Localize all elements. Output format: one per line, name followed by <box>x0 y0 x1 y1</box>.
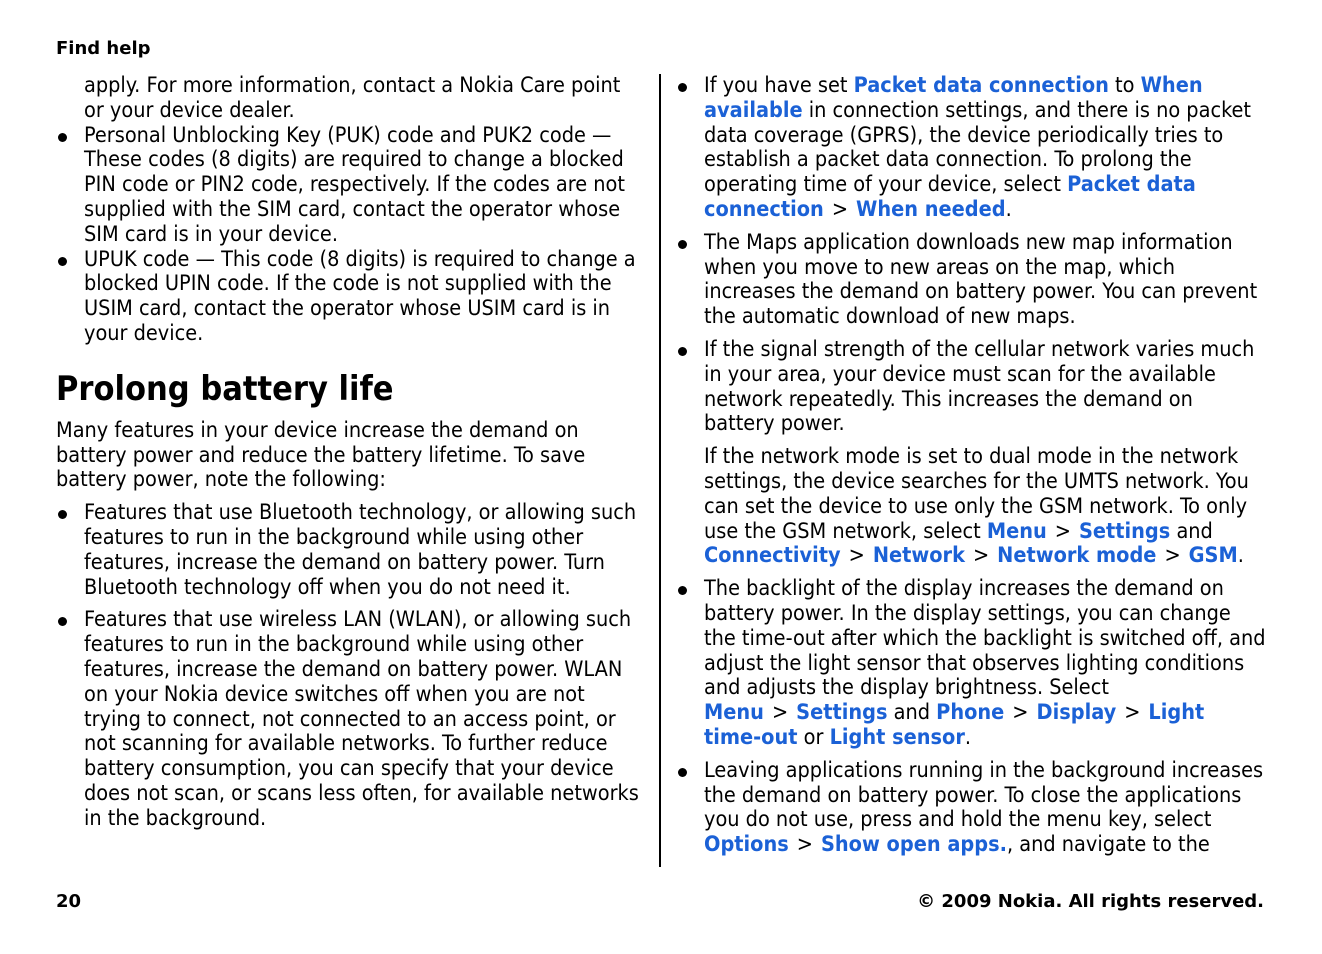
intro-paragraph: Many features in your device increase the demand on battery power and reduce the battery lifetime. To save battery power, note the following: <box>56 417 586 493</box>
link-options[interactable]: Options <box>704 832 789 858</box>
bullet-packet-data: If you have set Packet data connection to When available in connection settings, and there is no packet data coverage (GPRS), the device periodically tries to establish a packet data connection. To prolong the operating time of your device, select Packet data connection > When needed. <box>676 74 1268 223</box>
link-when-needed[interactable]: When needed <box>856 196 1006 222</box>
link-packet-data-connection[interactable]: Packet data connection <box>853 73 1109 98</box>
bullet-maps: The Maps application downloads new map information when you move to new areas on the map, which increases the demand on battery power. You can prevent the automatic download of new maps. <box>676 231 1268 330</box>
left-column <box>56 74 646 840</box>
copyright-notice: © 2009 Nokia. All rights reserved. <box>917 891 1264 912</box>
link-settings[interactable]: Settings <box>1078 518 1171 544</box>
bullet-background-apps: Leaving applications running in the background increases the demand on battery power. To close the applications you do not use, press and hold the menu key, select Options > Show open apps., and navigate to the <box>676 759 1268 858</box>
path-separator: > <box>972 543 990 569</box>
link-network[interactable]: Network <box>872 543 965 569</box>
path-separator: > <box>831 196 849 222</box>
link-display[interactable]: Display <box>1036 700 1117 726</box>
right-column <box>676 74 1268 866</box>
path-separator: > <box>848 543 865 569</box>
bullet-upuk-code: UPUK code — This code (8 digits) is required to change a blocked UPIN code. If the code is not supplied with the USIM card, contact the operator whose USIM card is in your device. <box>56 248 646 347</box>
link-gsm[interactable]: GSM <box>1188 543 1238 569</box>
running-header: Find help <box>56 38 151 59</box>
link-menu-2[interactable]: Menu <box>704 700 764 726</box>
link-menu[interactable]: Menu <box>986 518 1047 544</box>
column-divider <box>659 74 661 867</box>
path-separator: > <box>1054 518 1071 544</box>
battery-tips-list <box>56 501 646 831</box>
path-separator: > <box>1124 700 1141 726</box>
link-packet-data-connection-2[interactable]: Packet data connection <box>704 172 1196 222</box>
link-network-mode[interactable]: Network mode <box>997 543 1157 569</box>
section-title: Prolong battery life <box>56 368 394 409</box>
bullet-backlight: The backlight of the display increases the demand on battery power. In the display settings, you can change the time-out after which the backlight is switched off, and adjust the light sensor that observes lighting conditions and adjusts the display brightness. Select Menu > Settings and Phone > Display > Light time-out or Light sensor. <box>676 577 1268 751</box>
path-separator: > <box>1012 700 1029 726</box>
page-number: 20 <box>56 891 82 912</box>
bullet-signal-strength: If the signal strength of the cellular network varies much in your area, your device must scan for the available network repeatedly. This increases the demand on battery power. If the network mode is set to dual mode in the network settings, the device searches for the UMTS network. You can set the device to use only the GSM network. To only use the GSM network, select Menu > Settings and Connectivity > Network > Network mode > GSM. <box>676 338 1268 569</box>
bullet-wlan: Features that use wireless LAN (WLAN), or allowing such features to run in the background while using other features, increase the demand on battery power. WLAN on your Nokia device switches off when you are not trying to connect, not connected to an access point, or not scanning for available networks. To further reduce battery consumption, you can specify that your device does not scan, or scans less often, for available networks in the background. <box>56 608 646 831</box>
link-light-time-out[interactable]: Light time-out <box>704 700 1205 750</box>
continuation-text: apply. For more information, contact a Nokia Care point or your device dealer. <box>84 73 621 123</box>
bullet-bluetooth: Features that use Bluetooth technology, or allowing such features to run in the background while using other features, increase the demand on battery power. Turn Bluetooth technology off when you do not need it. <box>56 501 646 600</box>
link-light-sensor[interactable]: Light sensor <box>829 724 965 750</box>
path-separator: > <box>771 700 789 726</box>
battery-tips-list-continued <box>676 74 1268 858</box>
link-phone[interactable]: Phone <box>936 700 1005 726</box>
path-separator: > <box>1164 543 1181 569</box>
link-settings-2[interactable]: Settings <box>796 700 888 726</box>
code-bullet-list <box>56 124 646 347</box>
link-when-available[interactable]: When available <box>704 73 1203 123</box>
link-show-open-apps[interactable]: Show open apps. <box>820 832 1007 858</box>
bullet-puk-code: Personal Unblocking Key (PUK) code and PUK2 code — These codes (8 digits) are required to change a blocked PIN code or PIN2 code, respectively. If the codes are not supplied with the SIM card, contact the operator whose SIM card is in your device. <box>56 124 646 248</box>
link-connectivity[interactable]: Connectivity <box>704 543 841 569</box>
path-separator: > <box>796 832 813 858</box>
